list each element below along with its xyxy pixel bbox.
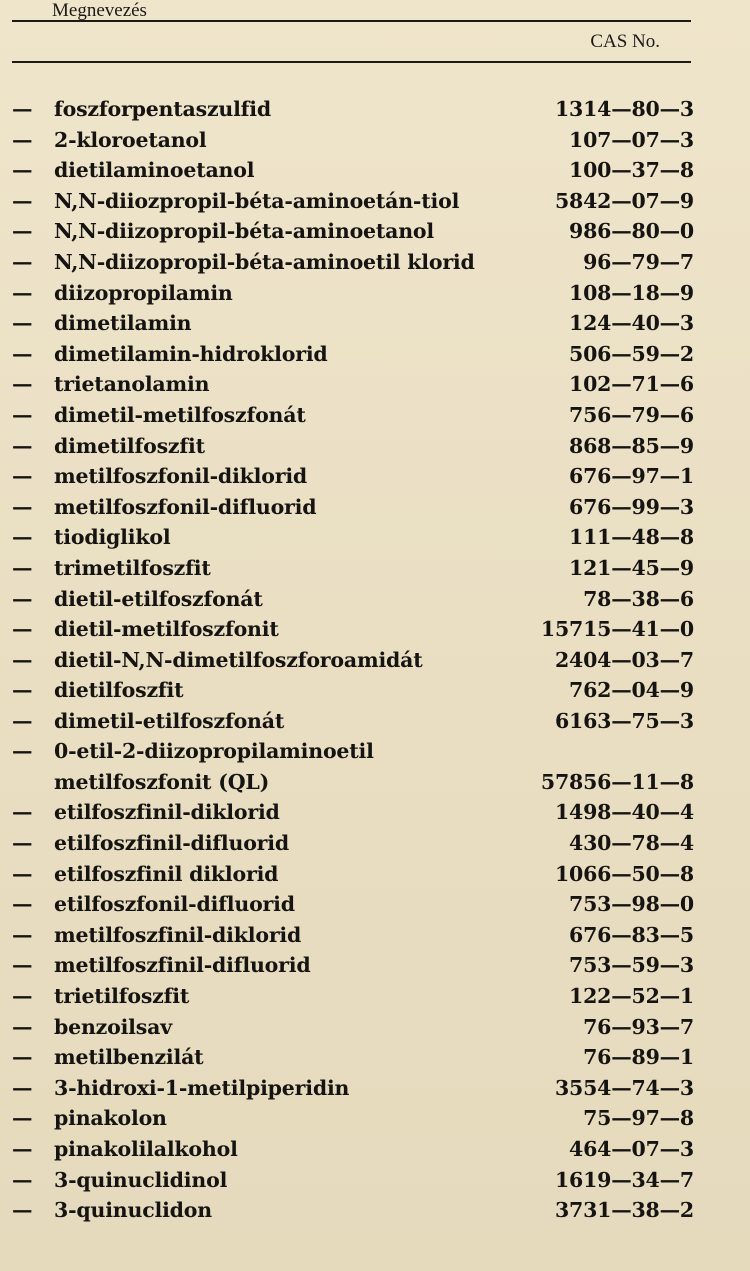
chemical-name: trietilfoszfit (54, 984, 190, 1009)
cas-number: 676—99—3 (569, 494, 694, 519)
row-dash: — (12, 97, 33, 121)
column-header-cas: CAS No. (590, 31, 660, 52)
cas-number: 78—38—6 (583, 586, 694, 611)
cas-number: 676—83—5 (569, 922, 694, 947)
row-dash: — (12, 647, 33, 672)
row-dash: — (12, 402, 33, 427)
cas-number: 868—85—9 (569, 433, 694, 458)
cas-number: 57856—11—8 (540, 769, 694, 794)
cas-number: 1314—80—3 (554, 97, 694, 121)
cas-number: 464—07—3 (569, 1137, 694, 1161)
cas-number: 121—45—9 (569, 555, 694, 580)
cas-number: 6163—75—3 (554, 708, 694, 733)
cas-number: 107—07—3 (569, 127, 694, 152)
table-row (12, 1195, 694, 1226)
row-dash: — (12, 188, 33, 213)
row-dash: — (12, 372, 33, 397)
row-dash: — (12, 1198, 33, 1223)
cas-number: 762—04—9 (569, 678, 694, 703)
cas-number: 1066—50—8 (554, 861, 694, 886)
table-row (12, 1073, 694, 1104)
chemical-name: etilfoszfonil-difluorid (54, 892, 295, 917)
chemical-name: trimetilfoszfit (54, 555, 211, 580)
row-dash: — (12, 892, 33, 917)
row-dash: — (12, 953, 33, 978)
chemical-name: dimetilamin (54, 311, 192, 336)
chemical-name: N,N-diizopropil-béta-aminoetil klorid (54, 249, 475, 274)
table-row (12, 461, 694, 492)
chemical-name: dietilaminoetanol (54, 158, 255, 183)
cas-number: 15715—41—0 (540, 617, 694, 642)
table-row (12, 1134, 694, 1165)
chemical-name: 3-hidroxi-1-metilpiperidin (54, 1075, 350, 1100)
table-row (12, 736, 694, 797)
row-dash: — (12, 984, 33, 1009)
table-row (12, 369, 694, 400)
row-dash: — (12, 800, 33, 825)
table-row (12, 920, 694, 951)
cas-number: 3554—74—3 (554, 1075, 694, 1100)
row-dash: — (12, 341, 33, 366)
chemical-name: trietanolamin (54, 372, 210, 397)
row-dash: — (12, 311, 33, 336)
chemical-name: metilfoszfinil-difluorid (54, 953, 311, 978)
table-row (12, 186, 694, 217)
cas-number: 986—80—0 (569, 219, 694, 244)
cas-number: 122—52—1 (569, 984, 694, 1009)
chemical-name: pinakolilalkohol (54, 1137, 238, 1161)
cas-number: 124—40—3 (569, 311, 694, 336)
table-row (12, 797, 694, 828)
cas-number: 1498—40—4 (554, 800, 694, 825)
table-row (12, 1165, 694, 1196)
chemical-name: metilfoszfinil-diklorid (54, 922, 302, 947)
cas-number: 5842—07—9 (554, 188, 694, 213)
row-dash: — (12, 1075, 33, 1100)
row-dash: — (12, 464, 33, 489)
table-row (12, 492, 694, 523)
chemical-name-line-1: 0-etil-2-diizopropilaminoetil (54, 739, 374, 764)
row-dash: — (12, 739, 33, 764)
cas-number: 756—79—6 (569, 402, 694, 427)
chemical-name: 3-quinuclidon (54, 1198, 212, 1223)
chemical-name-line-2: metilfoszfonit (QL) (54, 770, 270, 795)
chemical-name: metilbenzilát (54, 1045, 204, 1070)
chemical-name: etilfoszfinil diklorid (54, 861, 279, 886)
table-row (12, 889, 694, 920)
row-dash: — (12, 708, 33, 733)
row-dash: — (12, 586, 33, 611)
table-row (12, 155, 694, 186)
row-dash: — (12, 1045, 33, 1070)
table-row (12, 308, 694, 339)
row-dash: — (12, 617, 33, 642)
table-row (12, 94, 694, 125)
chemical-name: tiodiglikol (54, 525, 171, 550)
cas-number: 76—89—1 (583, 1045, 694, 1070)
chemical-name: dietil-etilfoszfonát (54, 586, 263, 611)
table-row (12, 522, 694, 553)
cas-number: 108—18—9 (569, 280, 694, 305)
chemical-name: diizopropilamin (54, 280, 233, 305)
table-row (12, 278, 694, 309)
row-dash: — (12, 1137, 33, 1161)
cas-number: 76—93—7 (583, 1014, 694, 1039)
table-row (12, 1012, 694, 1043)
row-dash: — (12, 525, 33, 550)
table-row (12, 950, 694, 981)
table-row (12, 339, 694, 370)
cas-number: 2404—03—7 (554, 647, 694, 672)
cas-number: 753—59—3 (569, 953, 694, 978)
chemical-list (12, 94, 694, 1226)
row-dash: — (12, 831, 33, 856)
table-row (12, 828, 694, 859)
row-dash: — (12, 219, 33, 244)
table-row (12, 675, 694, 706)
cas-number: 506—59—2 (569, 341, 694, 366)
table-row (12, 1042, 694, 1073)
chemical-name: etilfoszfinil-diklorid (54, 800, 280, 825)
chemical-name: N,N-diiozpropil-béta-aminoetán-tiol (54, 188, 460, 213)
row-dash: — (12, 433, 33, 458)
chemical-name: 2-kloroetanol (54, 127, 207, 152)
cas-number: 676—97—1 (569, 464, 694, 489)
row-dash: — (12, 555, 33, 580)
table-row (12, 247, 694, 278)
table-row (12, 584, 694, 615)
table-row (12, 614, 694, 645)
row-dash: — (12, 678, 33, 703)
chemical-name: dimetil-etilfoszfonát (54, 708, 285, 733)
cas-number: 102—71—6 (569, 372, 694, 397)
chemical-name: N,N-diizopropil-béta-aminoetanol (54, 219, 434, 244)
chemical-name: etilfoszfinil-difluorid (54, 831, 289, 856)
row-dash: — (12, 127, 33, 152)
chemical-name: pinakolon (54, 1106, 167, 1131)
chemical-name: dietilfoszfit (54, 678, 184, 703)
table-row (12, 981, 694, 1012)
row-dash: — (12, 280, 33, 305)
chemical-name: dimetilfoszfit (54, 433, 205, 458)
cas-number: 100—37—8 (569, 158, 694, 183)
row-dash: — (12, 1014, 33, 1039)
row-dash: — (12, 1167, 33, 1192)
table-row (12, 216, 694, 247)
table-row (12, 645, 694, 676)
chemical-name: dimetilamin-hidroklorid (54, 341, 328, 366)
row-dash: — (12, 249, 33, 274)
cas-number: 1619—34—7 (554, 1167, 694, 1192)
chemical-name: benzoilsav (54, 1014, 172, 1039)
table-header-rule (12, 61, 691, 63)
row-dash: — (12, 494, 33, 519)
chemical-name (54, 736, 374, 797)
cas-number: 430—78—4 (569, 831, 694, 856)
row-dash: — (12, 158, 33, 183)
chemical-name: 3-quinuclidinol (54, 1167, 228, 1192)
cas-number: 96—79—7 (583, 249, 694, 274)
column-header-name: Megnevezés (52, 0, 147, 21)
row-dash: — (12, 1106, 33, 1131)
table-row (12, 431, 694, 462)
chemical-name: dietil-metilfoszfonit (54, 617, 279, 642)
table-row (12, 859, 694, 890)
chemical-name: dietil-N,N-dimetilfoszforoamidát (54, 647, 423, 672)
table-row (12, 553, 694, 584)
chemical-name: foszforpentaszulfid (54, 97, 272, 121)
row-dash: — (12, 861, 33, 886)
row-dash: — (12, 922, 33, 947)
cas-number: 75—97—8 (583, 1106, 694, 1131)
chemical-name: metilfoszfonil-diklorid (54, 464, 308, 489)
chemical-name: dimetil-metilfoszfonát (54, 402, 306, 427)
table-row (12, 1103, 694, 1134)
cas-number: 3731—38—2 (554, 1198, 694, 1223)
table-row (12, 125, 694, 156)
table-row (12, 400, 694, 431)
cas-number: 753—98—0 (569, 892, 694, 917)
chemical-name: metilfoszfonil-difluorid (54, 494, 317, 519)
table-row (12, 706, 694, 737)
cas-number: 111—48—8 (569, 525, 694, 550)
